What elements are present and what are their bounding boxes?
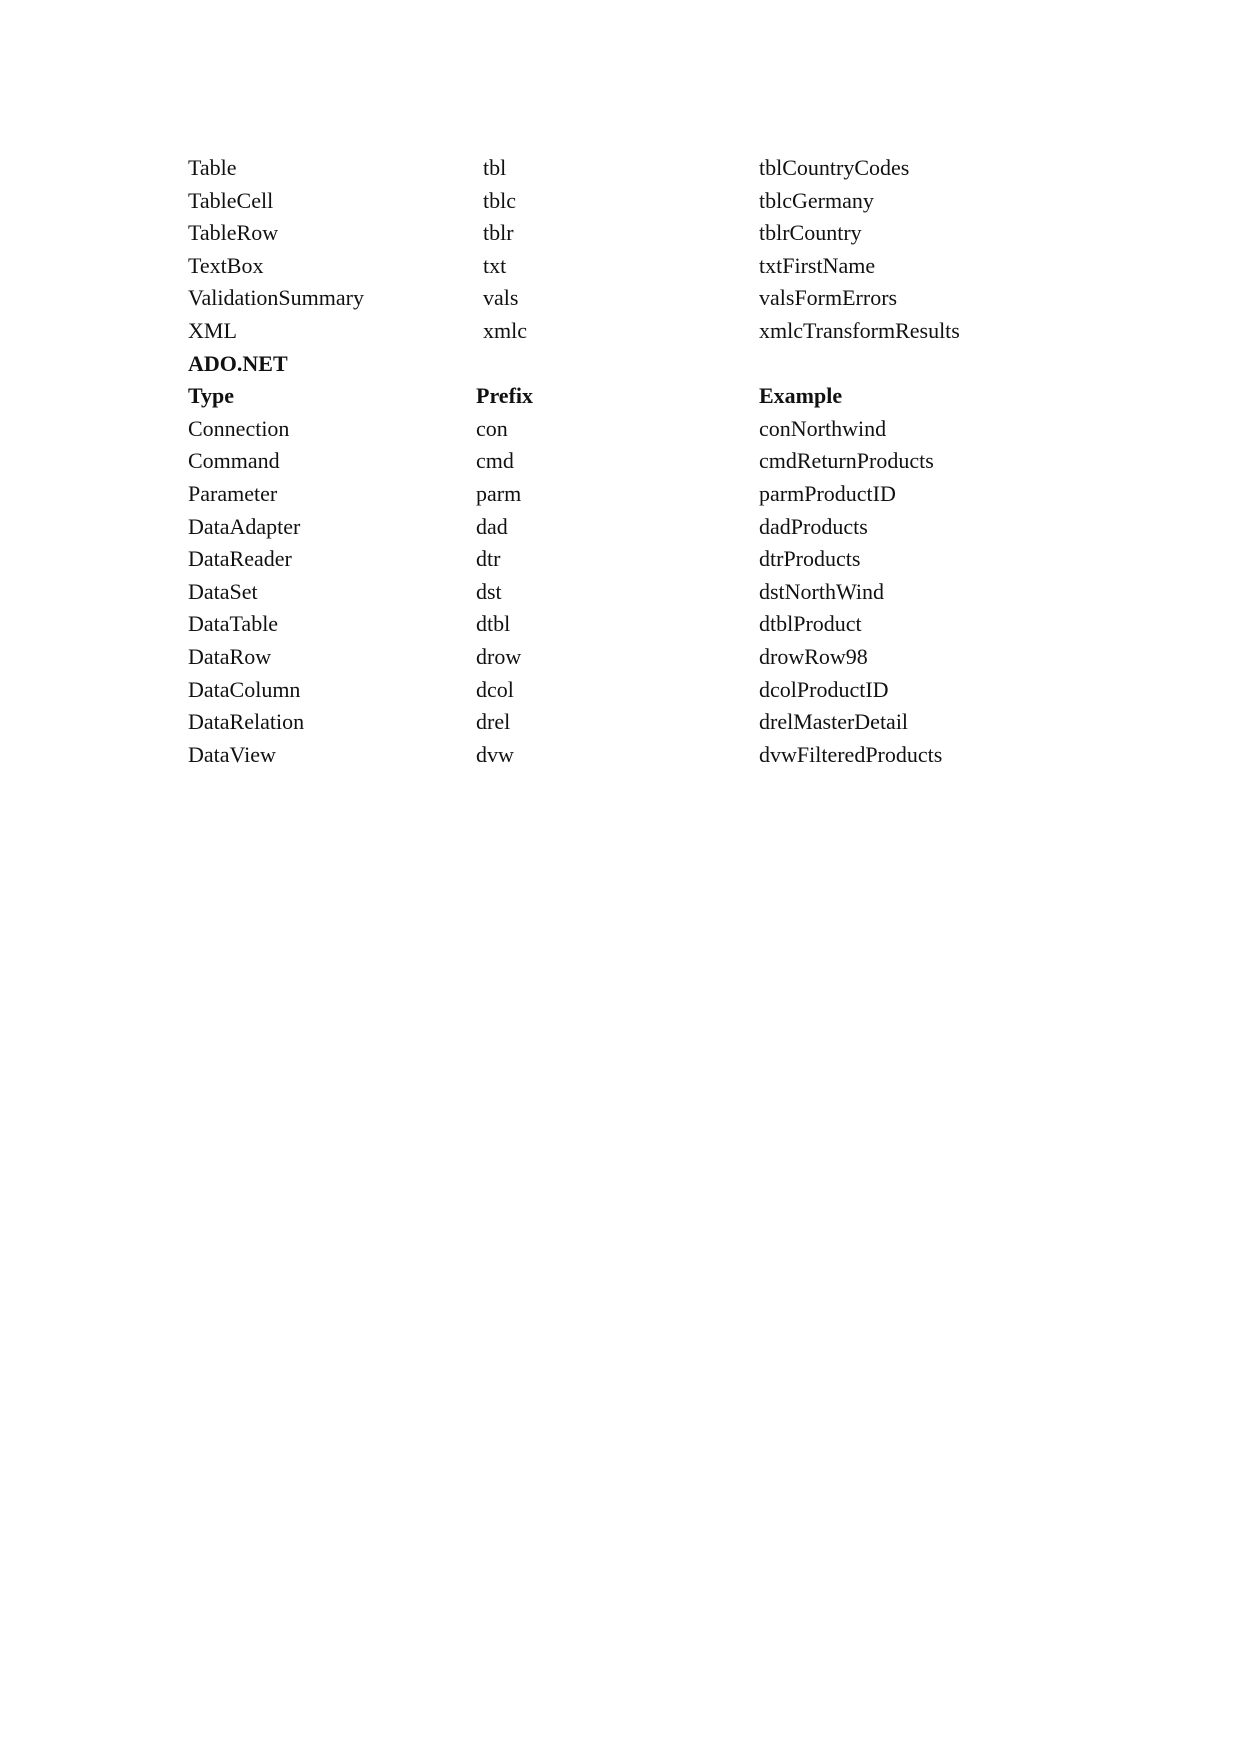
example-cell: tblrCountry bbox=[759, 220, 862, 246]
table-row bbox=[188, 739, 1088, 772]
prefix-cell: dtr bbox=[476, 546, 501, 572]
example-cell: dvwFilteredProducts bbox=[759, 741, 943, 767]
type-cell: DataTable bbox=[188, 611, 279, 637]
table-row bbox=[188, 674, 1088, 707]
type-cell: TextBox bbox=[188, 252, 264, 278]
type-cell: TableCell bbox=[188, 187, 274, 213]
table-row bbox=[188, 185, 1088, 218]
type-cell: Connection bbox=[188, 415, 290, 441]
prefix-cell: xmlc bbox=[483, 317, 527, 343]
example-cell: drowRow98 bbox=[759, 643, 868, 669]
table-row bbox=[188, 445, 1088, 478]
table-row bbox=[188, 152, 1088, 185]
web-controls-table bbox=[188, 152, 1088, 348]
table-row bbox=[188, 478, 1088, 511]
table-row bbox=[188, 543, 1088, 576]
example-cell: valsFormErrors bbox=[759, 285, 898, 311]
table-row bbox=[188, 315, 1088, 348]
prefix-cell: dad bbox=[476, 513, 508, 539]
example-cell: txtFirstName bbox=[759, 252, 876, 278]
table-row bbox=[188, 250, 1088, 283]
table-row bbox=[188, 217, 1088, 250]
type-cell: DataView bbox=[188, 741, 276, 767]
section-heading bbox=[188, 348, 1088, 381]
type-cell: ValidationSummary bbox=[188, 285, 364, 311]
table-row bbox=[188, 576, 1088, 609]
type-cell: DataAdapter bbox=[188, 513, 301, 539]
table-row bbox=[188, 413, 1088, 446]
prefix-cell: dtbl bbox=[476, 611, 511, 637]
type-cell: DataRow bbox=[188, 643, 272, 669]
prefix-cell: dst bbox=[476, 578, 502, 604]
example-cell: tblcGermany bbox=[759, 187, 874, 213]
prefix-cell: con bbox=[476, 415, 508, 441]
type-header: Type bbox=[188, 383, 235, 409]
example-cell: tblCountryCodes bbox=[759, 155, 910, 180]
ado-net-section bbox=[188, 348, 1088, 772]
example-header: Example bbox=[759, 383, 843, 409]
prefix-cell: parm bbox=[476, 480, 522, 506]
prefix-cell: drow bbox=[476, 643, 522, 669]
type-cell: XML bbox=[188, 317, 237, 343]
prefix-cell: dcol bbox=[476, 676, 514, 702]
prefix-cell: tblr bbox=[483, 220, 514, 246]
table-row bbox=[188, 511, 1088, 544]
type-cell: DataColumn bbox=[188, 676, 301, 702]
example-cell: xmlcTransformResults bbox=[759, 317, 960, 343]
table-row bbox=[188, 641, 1088, 674]
table-row bbox=[188, 608, 1088, 641]
prefix-cell: txt bbox=[483, 252, 507, 278]
type-cell: Table bbox=[188, 155, 237, 180]
example-cell: dstNorthWind bbox=[759, 578, 884, 604]
example-cell: dtblProduct bbox=[759, 611, 862, 637]
example-cell: dadProducts bbox=[759, 513, 868, 539]
type-cell: DataRelation bbox=[188, 709, 305, 735]
prefix-cell: dvw bbox=[476, 741, 514, 767]
example-cell: dcolProductID bbox=[759, 676, 889, 702]
type-cell: Parameter bbox=[188, 480, 278, 506]
example-cell: cmdReturnProducts bbox=[759, 448, 934, 474]
table-row bbox=[188, 706, 1088, 739]
table-row bbox=[188, 282, 1088, 315]
example-cell: parmProductID bbox=[759, 480, 896, 506]
prefix-cell: tblc bbox=[483, 187, 516, 213]
type-cell: DataSet bbox=[188, 578, 258, 604]
prefix-cell: drel bbox=[476, 709, 511, 735]
example-cell: conNorthwind bbox=[759, 415, 887, 441]
table-header-row bbox=[188, 380, 1088, 413]
type-cell: DataReader bbox=[188, 546, 292, 572]
prefix-cell: cmd bbox=[476, 448, 514, 474]
type-cell: Command bbox=[188, 448, 280, 474]
example-cell: drelMasterDetail bbox=[759, 709, 909, 735]
prefix-cell: tbl bbox=[483, 155, 507, 180]
prefix-cell: vals bbox=[483, 285, 519, 311]
naming-conventions-tables bbox=[188, 152, 1088, 771]
type-cell: TableRow bbox=[188, 220, 279, 246]
example-cell: dtrProducts bbox=[759, 546, 861, 572]
section-heading-text: ADO.NET bbox=[188, 350, 288, 376]
prefix-header: Prefix bbox=[476, 383, 534, 409]
